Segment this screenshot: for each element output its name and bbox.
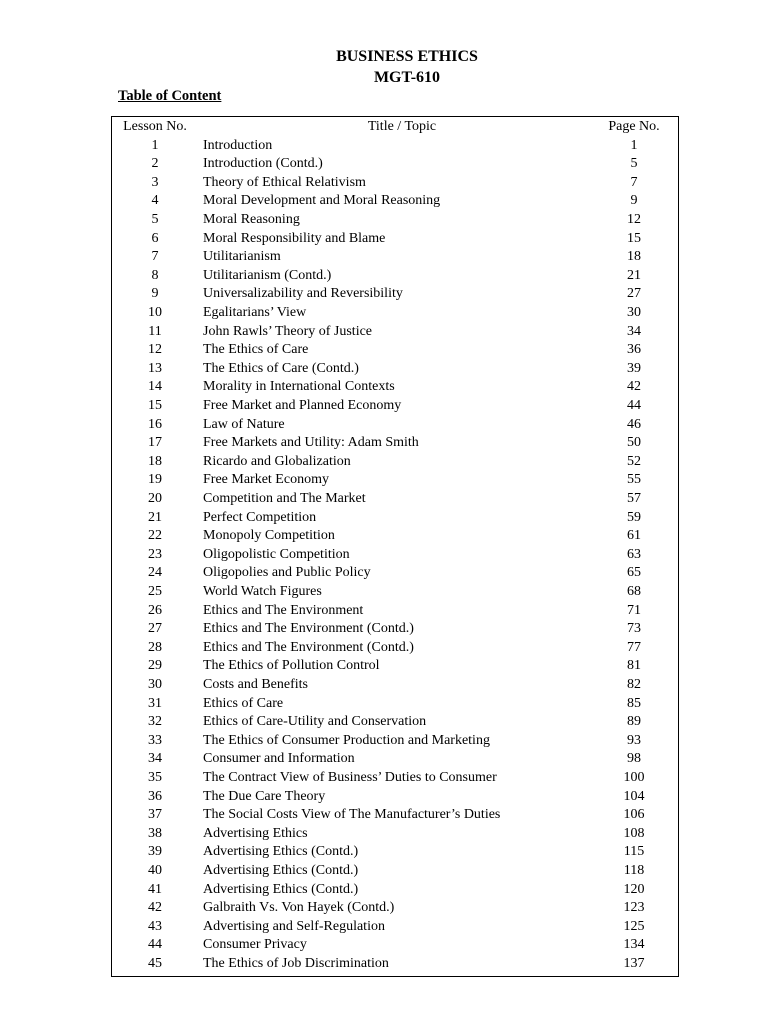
course-code: MGT-610: [373, 69, 441, 86]
page-number: 85: [627, 695, 641, 711]
page-number: 61: [627, 528, 641, 544]
table-row: [112, 267, 678, 286]
page-number: 134: [623, 937, 645, 953]
page-number: 52: [627, 453, 641, 469]
table-row: [112, 825, 678, 844]
page-number: 77: [627, 639, 641, 655]
lesson-topic: Consumer Privacy: [203, 937, 307, 953]
lesson-topic: Free Market and Planned Economy: [203, 398, 402, 413]
lesson-topic: Universalizability and Reversibility: [203, 286, 403, 302]
lesson-number: 44: [148, 937, 162, 953]
lesson-number: 39: [148, 844, 162, 860]
lesson-topic: The Due Care Theory: [203, 788, 326, 804]
page-number: 12: [627, 212, 641, 227]
lesson-number: 45: [148, 956, 162, 971]
toc-table: [111, 116, 679, 977]
lesson-number: 23: [148, 546, 162, 562]
lesson-topic: Ethics of Care: [203, 695, 284, 711]
lesson-number: 9: [151, 286, 159, 302]
table-row: [112, 750, 678, 769]
lesson-number: 17: [148, 435, 162, 451]
lesson-topic: Moral Responsibility and Blame: [203, 230, 386, 246]
table-row: [112, 397, 678, 416]
lesson-topic: Oligopolistic Competition: [203, 546, 350, 562]
lesson-topic: Ricardo and Globalization: [203, 453, 351, 469]
table-row: [112, 304, 678, 323]
page-number: 55: [627, 472, 641, 488]
table-row: [112, 713, 678, 732]
lesson-topic: Theory of Ethical Relativism: [203, 174, 366, 190]
page-number: 36: [627, 342, 641, 358]
lesson-number: 22: [148, 528, 162, 544]
page-number: 120: [623, 881, 645, 897]
table-row: [112, 453, 678, 472]
page-number: 27: [627, 286, 641, 302]
page-number: 42: [627, 379, 641, 395]
table-row: [112, 230, 678, 249]
table-row: [112, 936, 678, 955]
lesson-topic: Monopoly Competition: [203, 528, 335, 544]
page-number: 21: [627, 267, 641, 283]
lesson-topic: Competition and The Market: [203, 491, 366, 506]
page-number: 1: [630, 137, 638, 153]
lesson-topic: Free Market Economy: [203, 472, 329, 488]
table-row: [112, 583, 678, 602]
table-row: [112, 490, 678, 509]
lesson-number: 21: [148, 509, 162, 525]
lesson-number: 20: [148, 491, 162, 506]
lesson-number: 40: [148, 863, 162, 878]
lesson-topic: World Watch Figures: [203, 584, 322, 599]
table-row: [112, 788, 678, 807]
lesson-topic: Advertising Ethics: [203, 825, 308, 841]
table-row: [112, 471, 678, 490]
table-row: [112, 695, 678, 714]
page-number: 68: [627, 584, 641, 599]
lesson-number: 8: [151, 267, 159, 283]
table-row: [112, 732, 678, 751]
table-row: [112, 137, 678, 156]
lesson-topic: Consumer and Information: [203, 751, 355, 767]
page-number: 59: [627, 509, 641, 525]
page-number: 46: [627, 416, 641, 432]
lesson-topic: Advertising Ethics (Contd.): [203, 844, 359, 860]
page-number: 63: [627, 546, 641, 562]
lesson-number: 41: [148, 881, 162, 897]
lesson-number: 15: [148, 398, 162, 413]
page-number: 65: [627, 565, 641, 581]
lesson-number: 24: [148, 565, 162, 581]
lesson-topic: Introduction: [203, 137, 273, 153]
lesson-topic: The Ethics of Pollution Control: [203, 658, 380, 674]
lesson-topic: The Social Costs View of The Manufacturer’s Duties: [203, 807, 501, 823]
lesson-topic: The Ethics of Care (Contd.): [203, 360, 359, 376]
lesson-topic: The Contract View of Business’ Duties to Consumer: [203, 770, 497, 785]
table-row: [112, 769, 678, 788]
page-number: 93: [627, 732, 641, 748]
document-title: BUSINESS ETHICS: [336, 48, 478, 65]
lesson-number: 34: [148, 751, 162, 767]
table-row: [112, 639, 678, 658]
header-page-no: Page No.: [608, 119, 660, 134]
lesson-topic: The Ethics of Care: [203, 342, 309, 358]
lesson-number: 43: [148, 918, 162, 934]
lesson-number: 7: [151, 249, 159, 265]
lesson-number: 18: [148, 453, 162, 469]
table-row: [112, 211, 678, 230]
table-row: [112, 564, 678, 583]
lesson-number: 42: [148, 900, 162, 916]
page-number: 73: [627, 621, 641, 637]
lesson-number: 32: [148, 714, 162, 730]
lesson-number: 27: [148, 621, 162, 637]
lesson-number: 1: [151, 137, 159, 153]
page-number: 39: [627, 360, 641, 376]
page-number: 118: [623, 863, 645, 878]
table-row: [112, 602, 678, 621]
lesson-topic: Introduction (Contd.): [203, 156, 323, 172]
lesson-topic: Moral Development and Moral Reasoning: [203, 193, 441, 209]
page-number: 108: [623, 825, 645, 841]
page-number: 71: [627, 602, 641, 618]
lesson-number: 19: [148, 472, 162, 488]
lesson-topic: Morality in International Contexts: [203, 379, 395, 395]
lesson-topic: John Rawls’ Theory of Justice: [203, 323, 373, 339]
lesson-number: 29: [148, 658, 162, 674]
lesson-topic: Oligopolies and Public Policy: [203, 565, 371, 581]
toc-heading: Table of Content: [118, 88, 222, 104]
page-number: 115: [623, 844, 645, 860]
page-number: 104: [623, 788, 645, 804]
page-number: 5: [630, 156, 638, 172]
page-number: 34: [627, 323, 641, 339]
lesson-topic: Ethics and The Environment: [203, 602, 364, 618]
lesson-number: 5: [151, 212, 159, 227]
lesson-number: 33: [148, 732, 162, 748]
lesson-number: 2: [151, 156, 159, 172]
lesson-topic: Utilitarianism: [203, 249, 281, 265]
table-row: [112, 416, 678, 435]
table-row: [112, 323, 678, 342]
lesson-topic: Ethics of Care-Utility and Conservation: [203, 714, 427, 730]
lesson-topic: Free Markets and Utility: Adam Smith: [203, 435, 419, 451]
table-row: [112, 657, 678, 676]
lesson-number: 38: [148, 825, 162, 841]
header-title-topic: Title / Topic: [367, 119, 437, 134]
page-number: 137: [623, 956, 645, 971]
page-number: 98: [627, 751, 641, 767]
lesson-number: 25: [148, 584, 162, 599]
lesson-topic: Moral Reasoning: [203, 212, 300, 227]
lesson-number: 4: [151, 193, 159, 209]
page-number: 15: [627, 230, 641, 246]
lesson-number: 36: [148, 788, 162, 804]
lesson-topic: Galbraith Vs. Von Hayek (Contd.): [203, 900, 395, 916]
lesson-topic: Law of Nature: [203, 416, 285, 432]
page-number: 100: [623, 770, 645, 785]
table-row: [112, 434, 678, 453]
header-lesson-no: Lesson No.: [123, 119, 187, 134]
lesson-topic: Advertising Ethics (Contd.): [203, 881, 359, 897]
page-number: 18: [627, 249, 641, 265]
lesson-topic: Ethics and The Environment (Contd.): [203, 639, 414, 655]
lesson-number: 37: [148, 807, 162, 823]
page-number: 57: [627, 491, 641, 506]
page-number: 125: [623, 918, 645, 934]
lesson-topic: The Ethics of Job Discrimination: [203, 956, 389, 971]
table-row: [112, 676, 678, 695]
table-row: [112, 509, 678, 528]
table-row: [112, 248, 678, 267]
lesson-number: 30: [148, 677, 162, 692]
lesson-number: 3: [151, 174, 159, 190]
page-number: 7: [630, 174, 638, 190]
lesson-number: 13: [148, 360, 162, 376]
lesson-topic: Advertising and Self-Regulation: [203, 918, 385, 934]
table-row: [112, 285, 678, 304]
table-row: [112, 378, 678, 397]
table-row: [112, 862, 678, 881]
lesson-topic: Egalitarians’ View: [203, 305, 307, 320]
lesson-topic: Costs and Benefits: [203, 677, 308, 692]
page-number: 106: [623, 807, 645, 823]
lesson-number: 14: [148, 379, 162, 395]
lesson-topic: Perfect Competition: [203, 509, 317, 525]
page-number: 89: [627, 714, 641, 730]
lesson-topic: The Ethics of Consumer Production and Marketing: [203, 732, 490, 748]
table-row: [112, 843, 678, 862]
lesson-number: 26: [148, 602, 162, 618]
table-row: [112, 806, 678, 825]
table-row: [112, 881, 678, 900]
page-number: 44: [627, 398, 641, 413]
page-number: 30: [627, 305, 641, 320]
page-number: 50: [627, 435, 641, 451]
lesson-number: 6: [151, 230, 159, 246]
table-row: [112, 620, 678, 639]
lesson-number: 10: [148, 305, 162, 320]
table-row: [112, 899, 678, 918]
table-row: [112, 360, 678, 379]
lesson-topic: Advertising Ethics (Contd.): [203, 863, 359, 878]
lesson-number: 16: [148, 416, 162, 432]
table-row: [112, 955, 678, 974]
lesson-number: 12: [148, 342, 162, 358]
lesson-number: 35: [148, 770, 162, 785]
page-number: 82: [627, 677, 641, 692]
table-row: [112, 192, 678, 211]
table-row: [112, 546, 678, 565]
lesson-topic: Ethics and The Environment (Contd.): [203, 621, 414, 637]
lesson-number: 11: [148, 323, 162, 339]
table-header-row: [112, 118, 678, 137]
table-row: [112, 341, 678, 360]
lesson-topic: Utilitarianism (Contd.): [203, 267, 332, 283]
page-number: 123: [623, 900, 645, 916]
table-row: [112, 918, 678, 937]
lesson-number: 31: [148, 695, 162, 711]
table-row: [112, 527, 678, 546]
page-number: 81: [627, 658, 641, 674]
page-number: 9: [630, 193, 638, 209]
table-row: [112, 155, 678, 174]
table-row: [112, 174, 678, 193]
lesson-number: 28: [148, 639, 162, 655]
